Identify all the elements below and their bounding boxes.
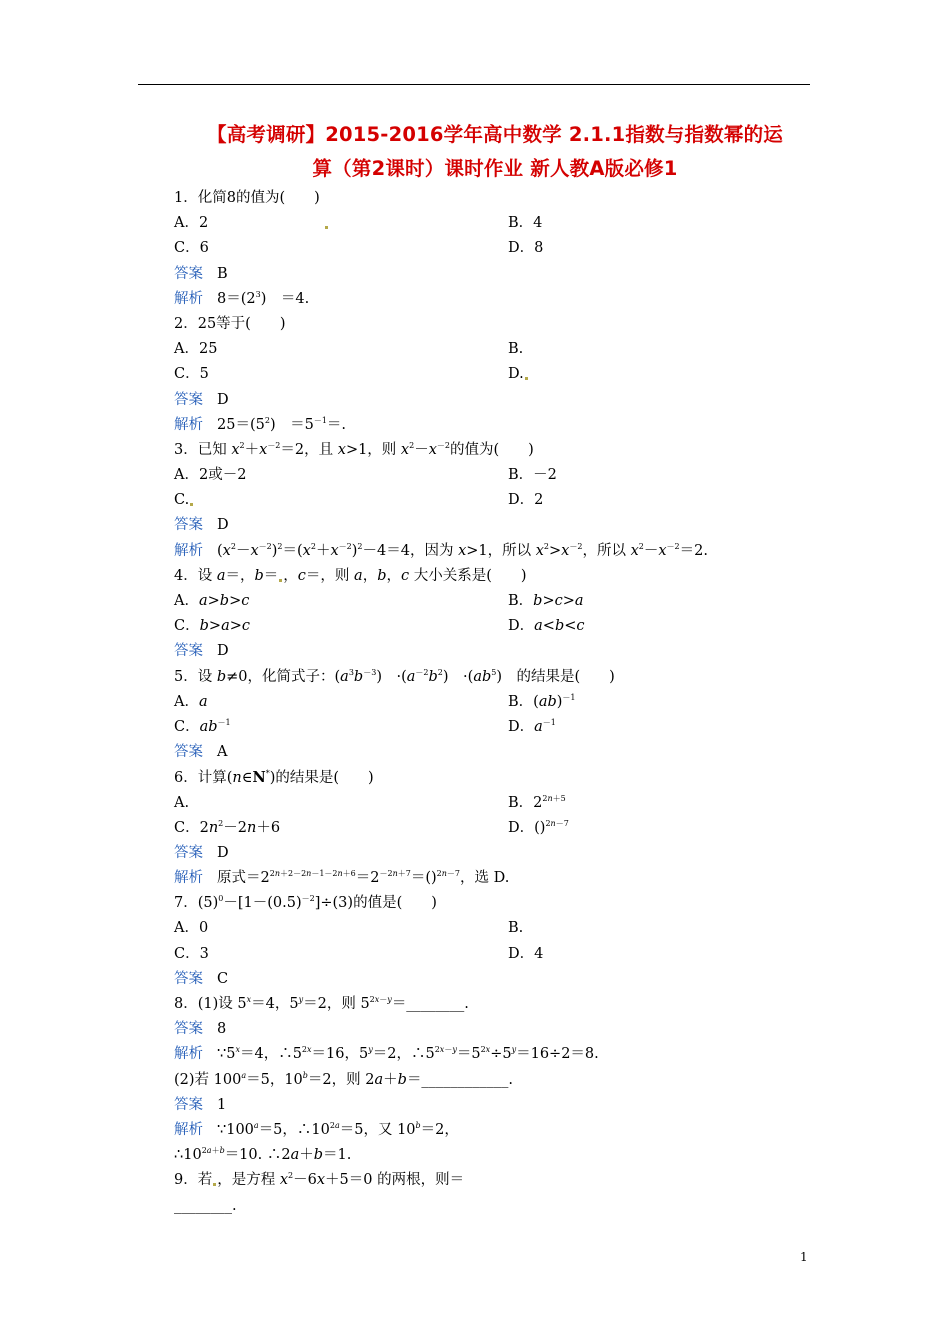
question-6-options-cd	[174, 816, 814, 841]
answer-1: 答案 B	[174, 265, 228, 282]
question-8-2: (2)若 $100^a=5$，$10^b=2$，则 2a＋b＝____________.	[174, 1070, 514, 1088]
document-title	[170, 118, 820, 186]
option-a: A．a>b>c	[174, 593, 250, 609]
page-number: 1	[800, 1250, 808, 1264]
question-2: 2．25等于( )	[174, 315, 286, 332]
question-4: 4．设 a＝，b＝ ，c＝，则 a，b，c 大小关系是( )	[174, 567, 527, 584]
option-c: C．5	[174, 366, 209, 383]
answer-label: 答案	[174, 265, 203, 282]
option-b: B．$2^{2n+5}$	[508, 793, 566, 811]
option-b: B．4	[508, 215, 543, 232]
question-9: 9．若 ，是方程 $x^2-6x+5=0$ 的两根，则＝	[174, 1171, 465, 1189]
option-a: A．a	[174, 693, 208, 710]
question-2-options-cd	[174, 362, 814, 387]
question-1-options-cd	[174, 236, 814, 261]
question-9-blank: ________.	[174, 1197, 237, 1214]
analysis-8-1: 解析 $\because 5^x=4$，$\therefore 5^{2x}=16$，$5^y=2$，$\therefore 5^{2x-y}=5^{2x}\div 5^y=16\div 2=8$.	[174, 1045, 599, 1063]
question-1: 1．化简8的值为( )	[174, 190, 320, 206]
option-d: D．2	[508, 492, 544, 509]
question-5: 5．设 b≠0，化简式子：$(a^3b^{-3})$ $\cdot(a^{-2}b^2)$ $\cdot(ab^5)$ 的结果是( )	[174, 667, 615, 685]
option-b: B.	[508, 341, 524, 358]
option-d: D．8	[508, 240, 544, 257]
analysis-6: 解析 原式$=2^{2n+2-2n-1-2n+6}=2^{-2n+7}=()^{2n-7}$，选 D.	[174, 869, 510, 887]
question-3: 3．已知 $x^2+x^{-2}=2$，且 x>1，则 $x^2-x^{-2}$的值为( )	[174, 440, 534, 458]
option-a: A．2	[174, 215, 209, 232]
analysis-8-2: 解析 $\because 100^a=5$，$\therefore 10^{2a}=5$，又 $10^b=2$，	[174, 1120, 459, 1138]
answer-4: 答案 D	[174, 643, 229, 660]
option-c: C．6	[174, 240, 209, 257]
answer-3: 答案 D	[174, 517, 229, 534]
analysis-2: 解析 $25=(5^2)$ $=5^{-1}=$.	[174, 415, 347, 433]
option-c: C．$2n^2-2n+6$	[174, 818, 281, 836]
option-a: A.	[174, 794, 190, 811]
question-3-options-ab	[174, 463, 814, 488]
question-4-options-cd	[174, 614, 814, 639]
option-d: D．$a^{-1}$	[508, 717, 556, 735]
question-3-options-cd	[174, 488, 814, 513]
answer-7: 答案 C	[174, 970, 229, 987]
analysis-3: 解析 $(x^2-x^{-2})^2=(x^2+x^{-2})^2-4=4$，因为 x>1，所以 $x^2>x^{-2}$，所以 $x^2-x^{-2}=2$.	[174, 541, 708, 559]
option-d: D．4	[508, 945, 544, 962]
option-a: A．2或－2	[174, 467, 247, 484]
question-6: 6．计算(n∈N*)的结果是( )	[174, 769, 374, 787]
analysis-1: 解析 $8=(2^3)$ ＝4.	[174, 289, 310, 307]
question-8-1: 8．(1)设 $5^x=4$，$5^y=2$，则 $5^{2x-y}=\_\_\_\_\_\_\_\_$.	[174, 995, 469, 1012]
option-a: A．25	[174, 341, 218, 358]
question-7: 7．$(5)^0-[1-(0.5)^{-2}]\div(3)$的值是( )	[174, 894, 437, 912]
title-line-2: 算（第2课时）课时作业 新人教A版必修1	[312, 157, 678, 180]
answer-2: 答案 D	[174, 391, 229, 408]
question-7-options-cd	[174, 942, 814, 967]
answer-5: 答案 A	[174, 744, 228, 761]
question-7-options-ab	[174, 916, 814, 941]
option-b: B．－2	[508, 467, 557, 484]
question-4-options-ab	[174, 589, 814, 614]
title-line-1: 【高考调研】2015-2016学年高中数学 2.1.1指数与指数幂的运	[207, 123, 783, 146]
question-5-options-ab	[174, 690, 814, 715]
answer-8-2: 答案 1	[174, 1096, 227, 1113]
answer-6: 答案 D	[174, 844, 229, 861]
question-6-options-ab	[174, 791, 814, 816]
question-2-options-ab	[174, 337, 814, 362]
option-b: B.	[508, 920, 524, 937]
question-5-options-cd	[174, 715, 814, 740]
analysis-8-2-cont: $\therefore 10^{2a+b}=10$. ∴2a＋b＝1.	[174, 1146, 352, 1164]
header-rule	[138, 84, 810, 85]
option-a: A．0	[174, 920, 209, 937]
option-d: D.	[508, 362, 529, 387]
document-body	[174, 186, 814, 1219]
option-c: C.	[174, 488, 194, 513]
question-1-options-ab	[174, 211, 814, 236]
answer-8-1: 答案 8	[174, 1021, 227, 1038]
option-c: C．3	[174, 945, 209, 962]
analysis-label: 解析	[174, 290, 203, 307]
option-b: B．b>c>a	[508, 593, 584, 609]
option-d: D．()$^{2n-7}$	[508, 818, 569, 836]
option-d: D．a<b<c	[508, 618, 585, 635]
option-c: C．$ab^{-1}$	[174, 717, 231, 735]
stray-mark	[324, 211, 329, 236]
option-b: B．(ab)$^{-1}$	[508, 692, 576, 710]
option-c: C．b>a>c	[174, 618, 250, 635]
